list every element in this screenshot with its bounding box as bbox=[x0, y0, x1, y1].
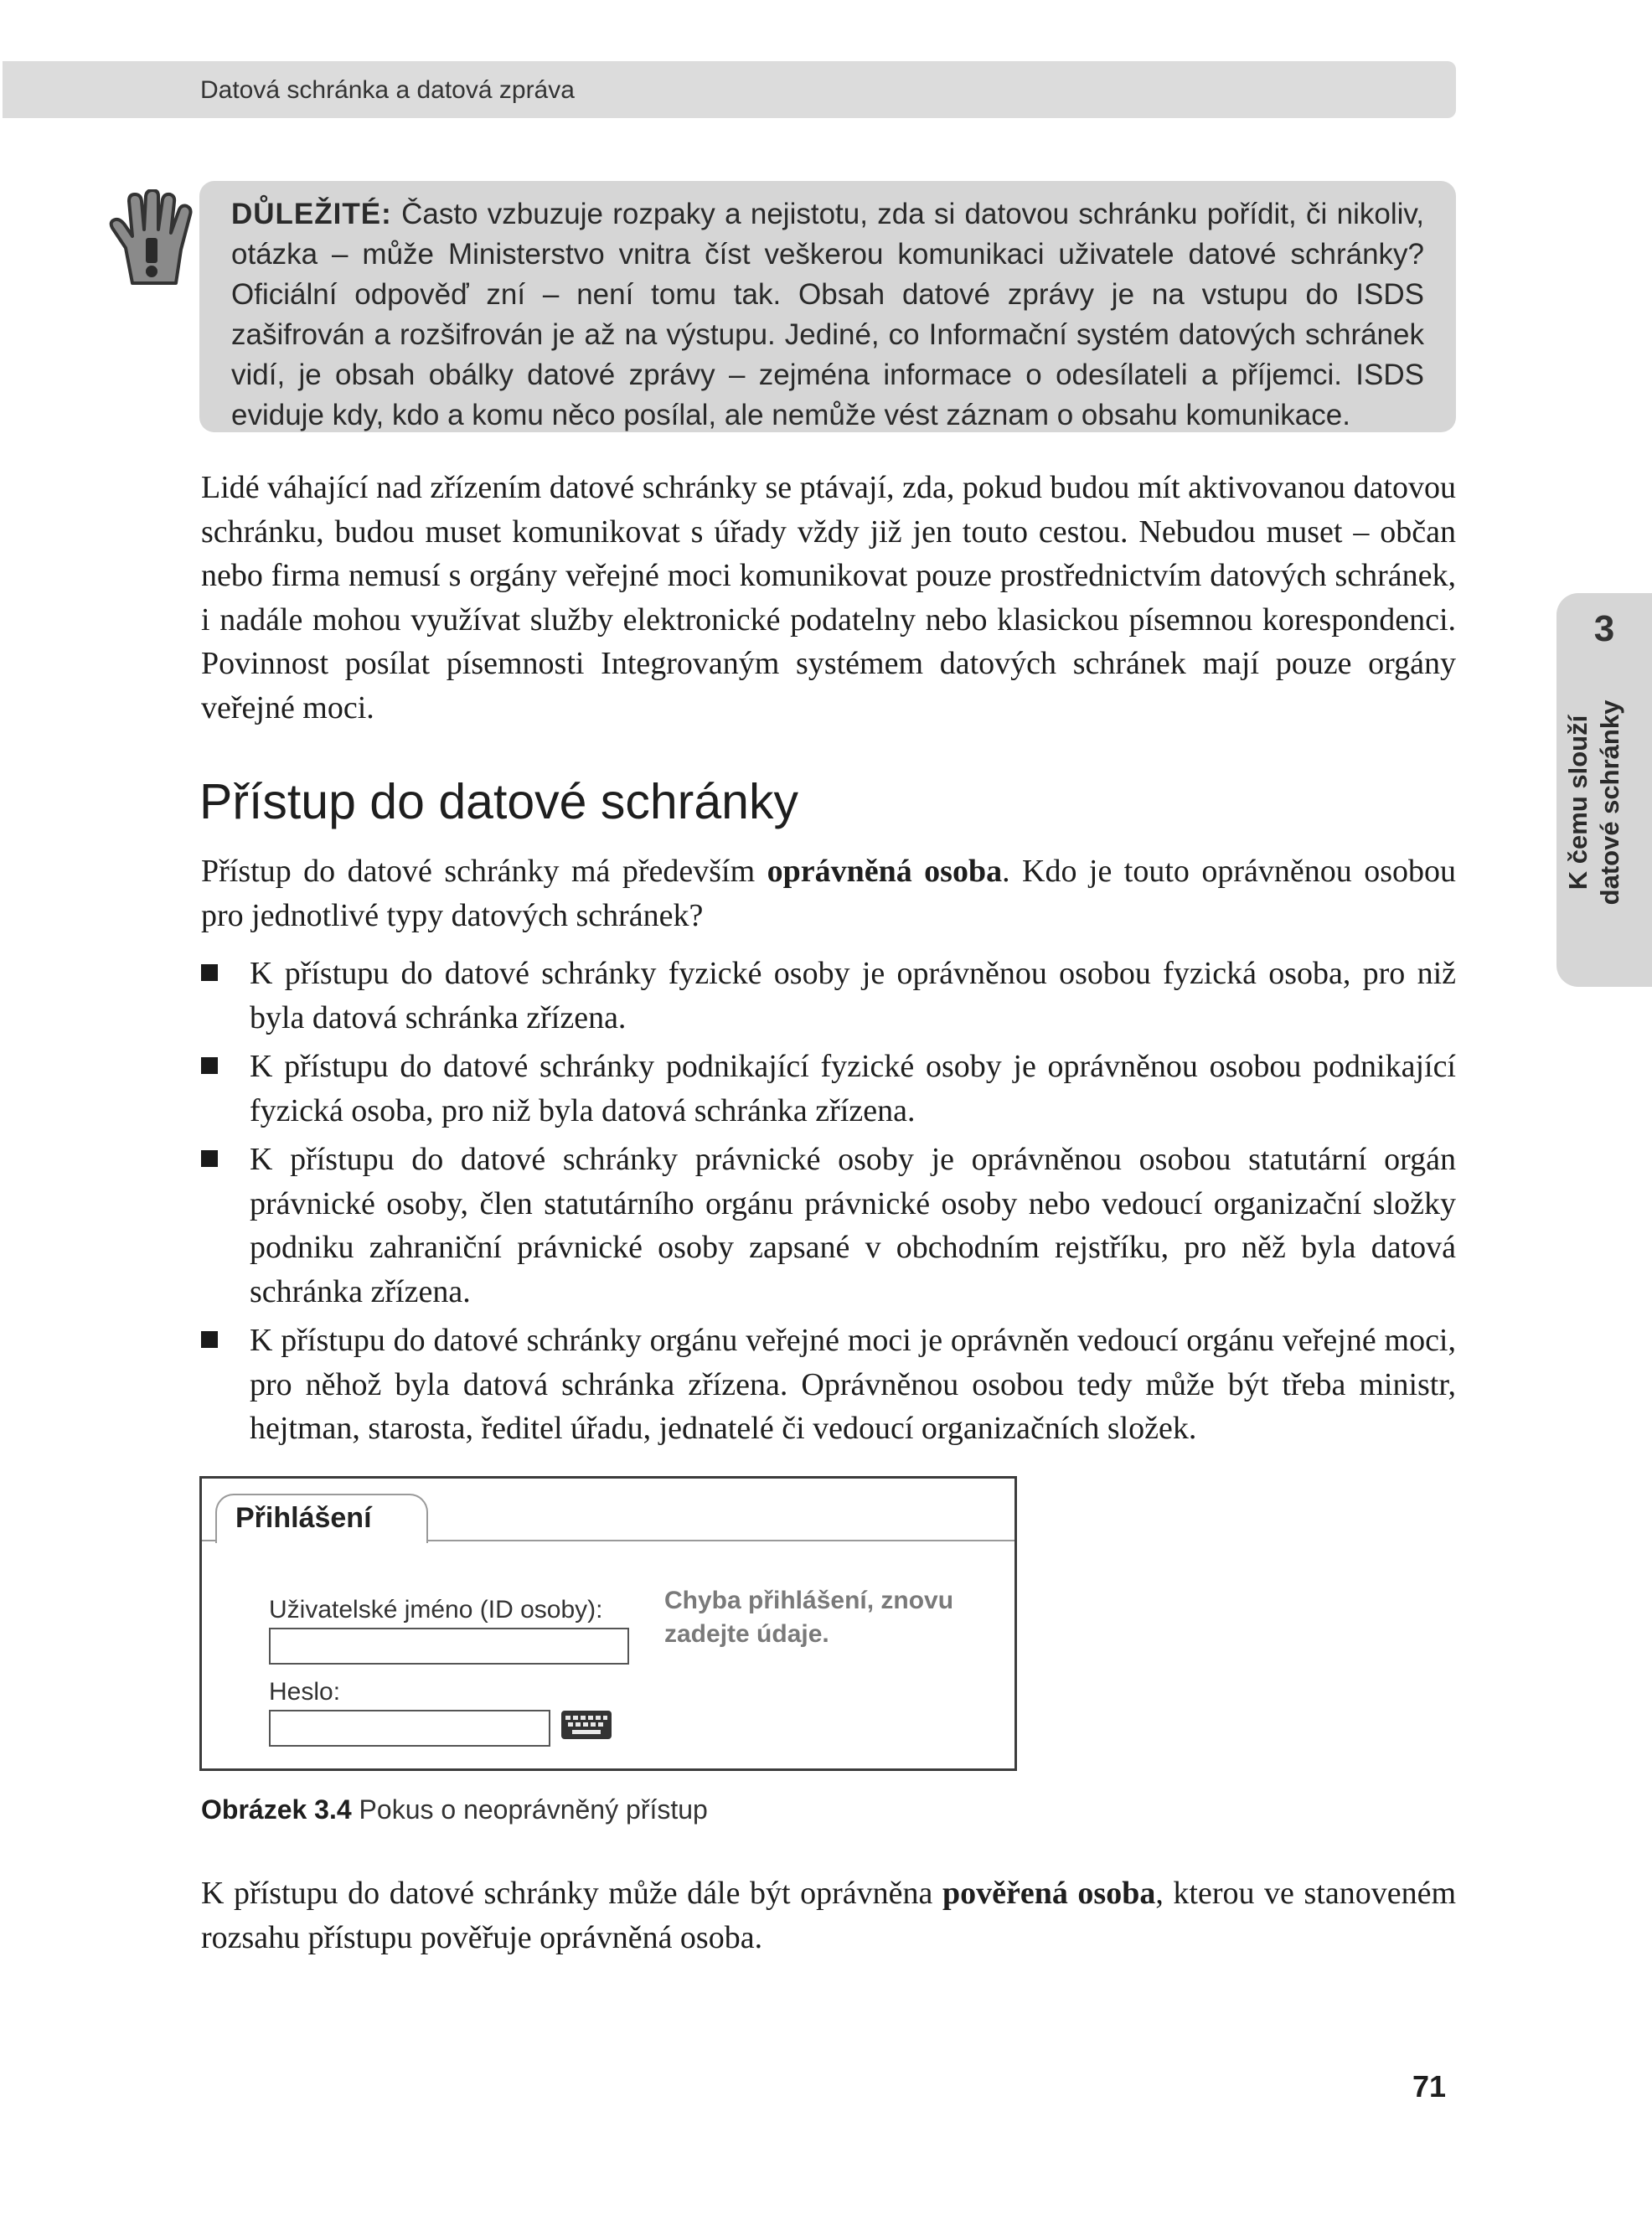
caption-number: Obrázek 3.4 bbox=[201, 1794, 352, 1825]
password-label: Heslo: bbox=[269, 1678, 341, 1706]
running-header-title: Datová schránka a datová zpráva bbox=[200, 76, 575, 104]
paragraph-2 bbox=[201, 849, 1456, 937]
list-item bbox=[201, 1319, 1456, 1451]
paragraph-3-before: K přístupu do datové schránky může dále být oprávněna bbox=[201, 1876, 942, 1911]
list-item bbox=[201, 1138, 1456, 1314]
login-error-message: Chyba přihlášení, znovu zadejte údaje. bbox=[664, 1587, 954, 1648]
password-input[interactable] bbox=[269, 1710, 550, 1747]
login-screenshot-figure bbox=[199, 1476, 1017, 1771]
paragraph-3-after: , kterou ve stanoveném rozsahu přístupu pověřuje oprávněná osoba. bbox=[201, 1876, 1456, 1955]
list-item-text: K přístupu do datové schránky právnické osoby je oprávněnou osobou statutární orgán právnické osoby, člen statutárního orgánu právnické osoby nebo vedoucí organizační složky podniku zahraniční právnické osoby zapsané v obchodním rejstříku, pro něž byla datová schránka zřízena. bbox=[250, 1142, 1456, 1309]
bullet-icon bbox=[201, 1331, 218, 1348]
paragraph-1: Lidé váhající nad zřízením datové schránky se ptávají, zda, pokud budou mít aktivovanou datovou schránku, budou muset komunikovat s úřady vždy již jen touto cestou. Nebudou muset – občan nebo firma nemusí s orgány veřejné moci komunikovat pouze prostřednictvím datových schránek, i nadále mohou využívat služby elektronické podatelny nebo klasickou písemnou korespondenci. Povinnost posílat písemnosti Integrovaným systémem datových schránek mají pouze orgány veřejné moci. bbox=[201, 470, 1456, 725]
chapter-title-line-1: K čemu slouží bbox=[1563, 715, 1593, 891]
caption-text: Pokus o neoprávněný přístup bbox=[351, 1794, 708, 1825]
figure-caption bbox=[201, 1794, 708, 1825]
section-heading: Přístup do datové schránky bbox=[199, 774, 798, 829]
list-item-text: K přístupu do datové schránky podnikající fyzické osoby je oprávněnou osobou podnikající fyzická osoba, pro niž byla datová schránka zřízena. bbox=[250, 1049, 1456, 1128]
paragraph-2-after: . Kdo je touto oprávněnou osobou pro jednotlivé typy datových schránek? bbox=[201, 854, 1457, 933]
username-label: Uživatelské jméno (ID osoby): bbox=[269, 1596, 603, 1624]
chapter-title bbox=[1562, 677, 1638, 928]
keyboard-icon[interactable] bbox=[560, 1710, 612, 1740]
paragraph-3-bold: pověřená osoba bbox=[942, 1876, 1156, 1911]
warning-hand-icon bbox=[107, 189, 199, 288]
tab-login-label: Přihlášení bbox=[235, 1502, 372, 1534]
page-number: 71 bbox=[1412, 2069, 1447, 2104]
paragraph-2-before: Přístup do datové schránky má především bbox=[201, 854, 767, 889]
tab-login[interactable] bbox=[215, 1494, 428, 1543]
bullet-icon bbox=[201, 1150, 218, 1167]
chapter-number: 3 bbox=[1593, 608, 1615, 649]
list-item bbox=[201, 952, 1456, 1040]
bullet-icon bbox=[201, 1057, 218, 1074]
note-text bbox=[231, 194, 1424, 436]
paragraph-3 bbox=[201, 1871, 1456, 1959]
bullet-icon bbox=[201, 964, 218, 981]
access-list bbox=[201, 952, 1456, 1456]
important-note bbox=[199, 181, 1456, 432]
chapter-tab bbox=[1556, 593, 1652, 987]
note-body: Často vzbuzuje rozpaky a nejistotu, zda si datovou schránku pořídit, či nikoliv, otázka – může Ministerstvo vnitra číst veškerou komunikaci uživatele datové schránky? Oficiální odpověď zní – není tomu tak. Obsah datové zprávy je na vstupu do ISDS zašifrován a rozšifrován je až na výstupu. Jediné, co Informační systém datových schránek vidí, je obsah obálky datové zprávy – zejména informace o odesílateli a příjemci. ISDS eviduje kdy, kdo a komu něco posílal, ale nemůže vést záznam o obsahu komunikace. bbox=[231, 198, 1424, 431]
list-item-text: K přístupu do datové schránky orgánu veřejné moci je oprávněn vedoucí orgánu veřejné moci, pro něhož byla datová schránka zřízena. Oprávněnou osobou tedy může být třeba ministr, hejtman, starosta, ředitel úřadu, jednatelé či vedoucí organizačních složek. bbox=[250, 1323, 1456, 1446]
running-header bbox=[3, 61, 1456, 118]
chapter-title-line-2: datové schránky bbox=[1595, 700, 1624, 906]
list-item-text: K přístupu do datové schránky fyzické osoby je oprávněnou osobou fyzická osoba, pro niž byla datová schránka zřízena. bbox=[250, 956, 1456, 1035]
username-input[interactable] bbox=[269, 1628, 629, 1665]
paragraph-2-bold: oprávněná osoba bbox=[767, 854, 1003, 889]
note-label: DŮLEŽITÉ: bbox=[231, 198, 392, 230]
list-item bbox=[201, 1045, 1456, 1133]
